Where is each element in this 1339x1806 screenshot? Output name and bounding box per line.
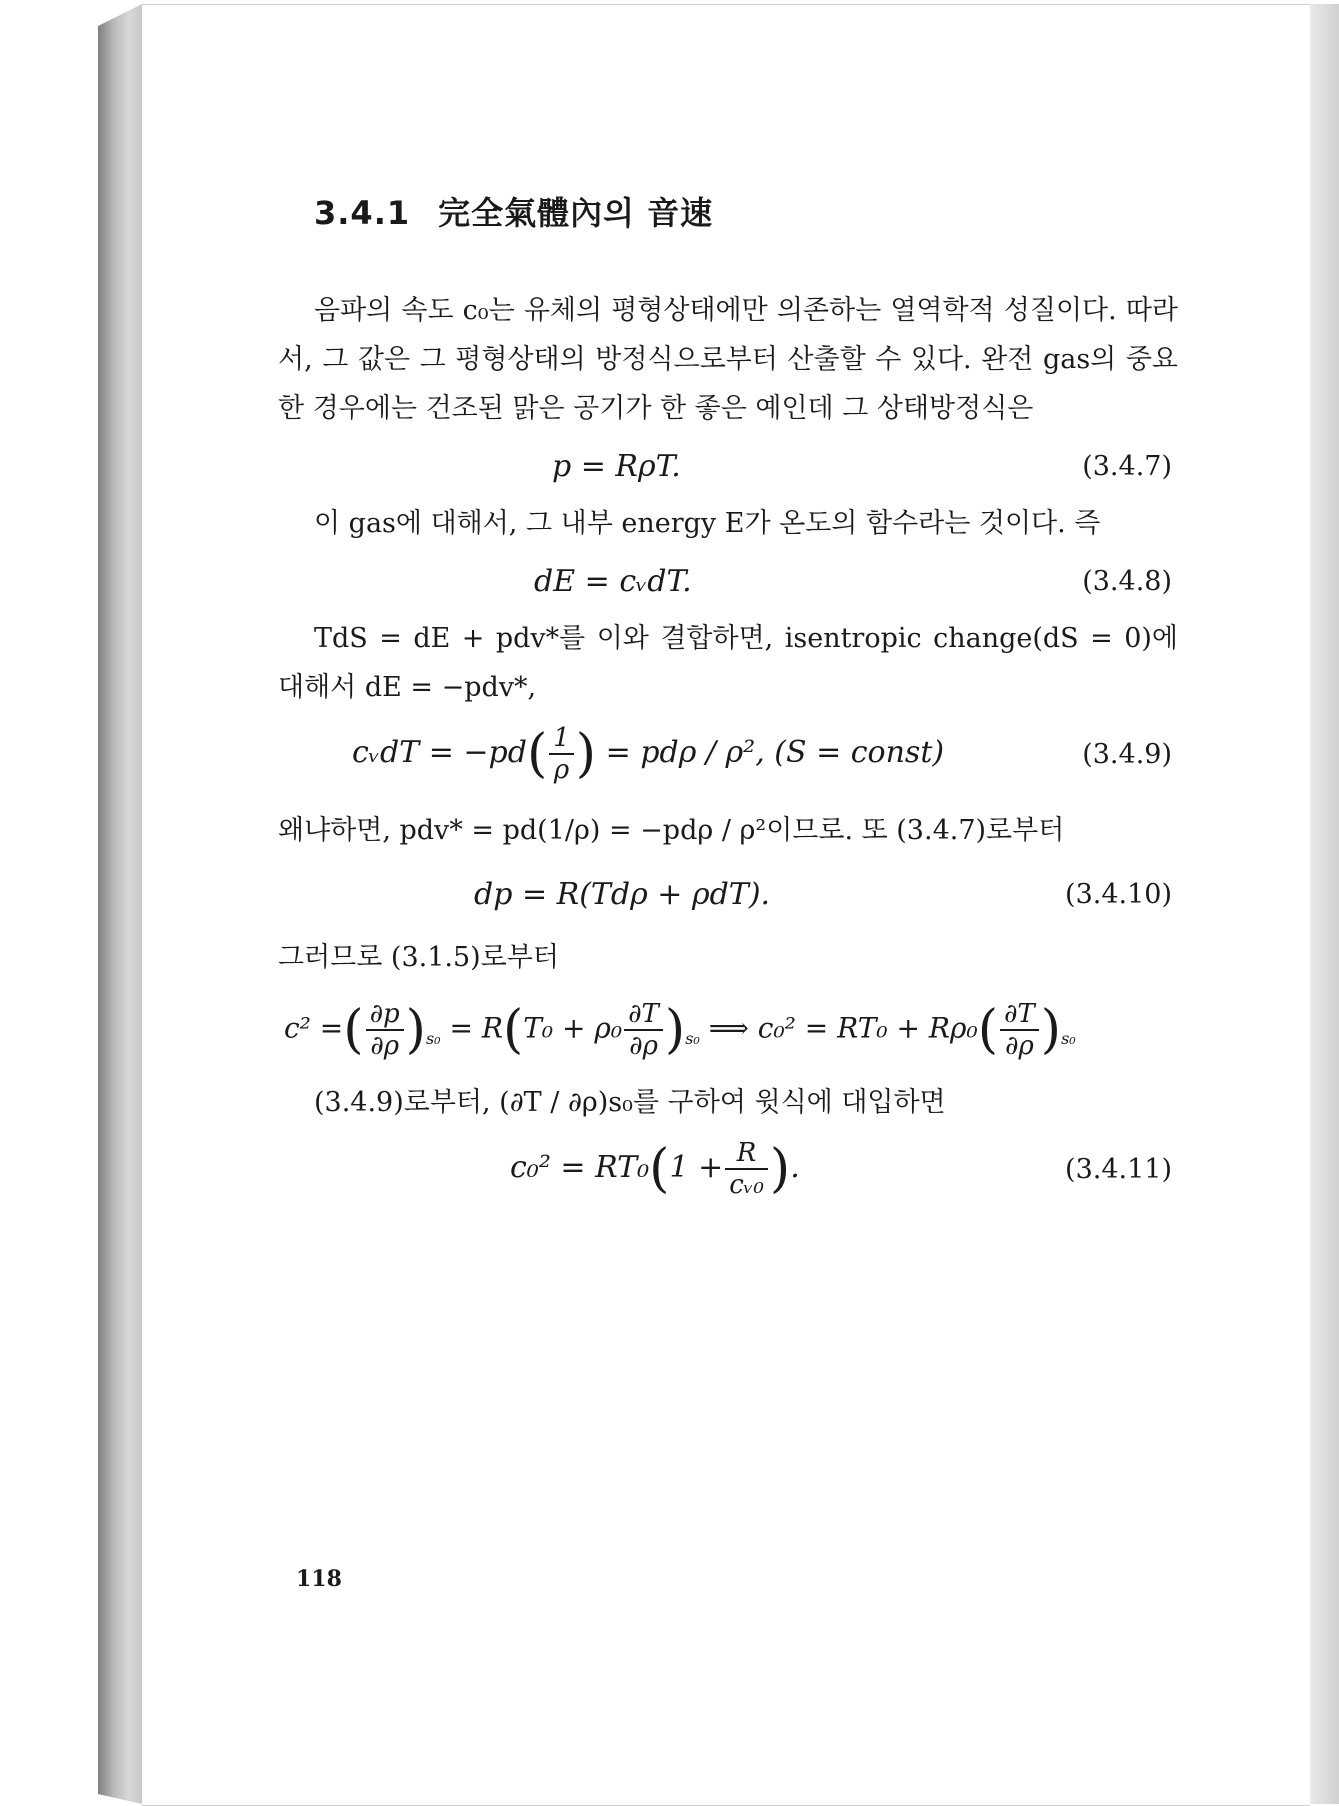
page-content	[278, 188, 1178, 1211]
equation-c-squared	[278, 982, 1178, 1078]
equation-body: cᵥdT = −pd( $\frac{1}{\rho}$ ) = pdρ / ρ², (S = const)	[352, 723, 945, 785]
equation-3-4-8	[278, 548, 1178, 614]
fraction: $\frac{1}{\rho}$	[549, 723, 574, 785]
eq-part: cᵥdT = −pd	[352, 735, 527, 770]
section-heading	[314, 188, 1178, 234]
page-number: 118	[296, 1566, 342, 1592]
paragraph-2: 이 gas에 대해서, 그 내부 energy E가 온도의 함수라는 것이다. 즉	[314, 508, 1101, 539]
equation-3-4-7	[278, 433, 1178, 499]
equation-3-4-10	[278, 855, 1178, 933]
equation-label: (3.4.8)	[1082, 565, 1172, 597]
equation-3-4-11	[278, 1127, 1178, 1211]
paragraph-1: 음파의 속도 c₀는 유체의 평형상태에만 의존하는 열역학적 성질이다. 따라서, 그 값은 그 평형상태의 방정식으로부터 산출할 수 있다. 완전 gas의 중요한 경우에는 건조된 맑은 공기가 한 좋은 예인데 그 상태방정식은	[278, 295, 1178, 424]
eq-part: = pdρ / ρ², (S = const)	[605, 735, 945, 770]
equation-label: (3.4.10)	[1065, 878, 1172, 910]
equation-body: dp = R(Tdρ + ρdT).	[474, 876, 771, 912]
page-edge	[1310, 4, 1339, 1804]
equation-body: dE = cᵥdT.	[534, 563, 692, 599]
equation-label: (3.4.11)	[1065, 1153, 1172, 1185]
equation-label: (3.4.7)	[1082, 450, 1172, 482]
equation-label: (3.4.9)	[1082, 738, 1172, 770]
section-title: 完全氣體內의 音速	[438, 194, 714, 232]
paragraph-6: (3.4.9)로부터, (∂T / ∂ρ)s₀를 구하여 윗식에 대입하면	[314, 1087, 946, 1118]
equation-body: c² =( $\frac{\partial p}{\partial\rho}$ )$_{s_0} = R(T_0 + \rho_0$ $\frac{\partial T}{\partial\rho}$ )$_{s_0}$ ⟹ c₀² = RT₀ + Rρ₀( $\frac{\partial T}{\partial\rho}$ )$_{s_0}$	[284, 999, 1076, 1061]
equation-body: c₀² = RT₀(1 + $\frac{R}{\text{cᵥ₀}}$ ).	[510, 1138, 800, 1200]
paragraph-3: TdS = dE + pdv*를 이와 결합하면, isentropic change(dS = 0)에 대해서 dE = −pdv*,	[278, 623, 1178, 703]
equation-3-4-9	[278, 712, 1178, 796]
book-spine	[98, 4, 142, 1804]
equation-body: p = RρT.	[552, 448, 681, 484]
paragraph-5: 그러므로 (3.1.5)로부터	[278, 942, 559, 973]
paragraph-4: 왜냐하면, pdv* = pd(1/ρ) = −pdρ / ρ²이므로. 또 (3.4.7)로부터	[278, 815, 1065, 846]
section-number: 3.4.1	[314, 194, 411, 232]
